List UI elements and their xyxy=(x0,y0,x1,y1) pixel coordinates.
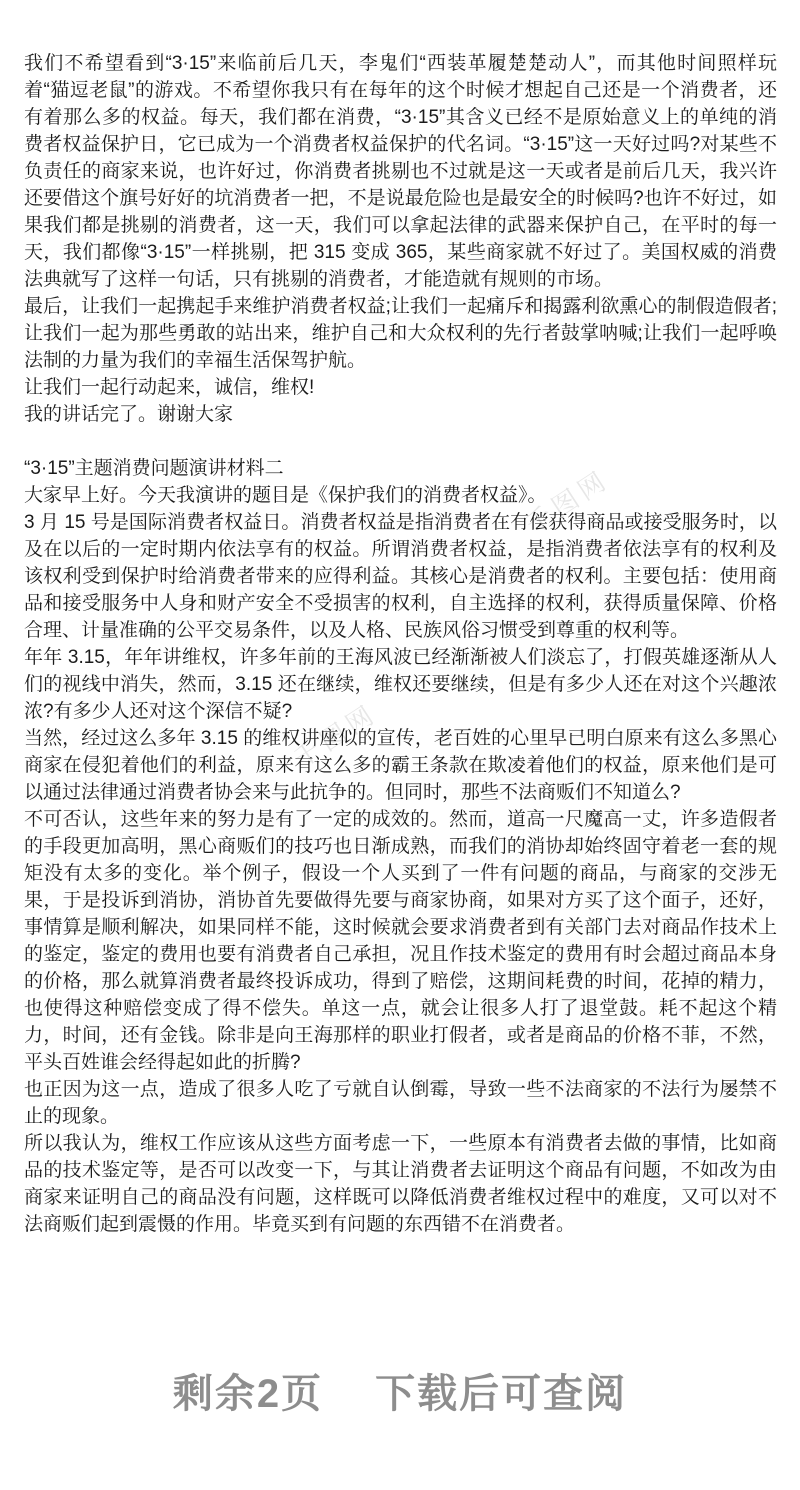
document-body xyxy=(24,50,777,1238)
paragraph-thanks: 我的讲话完了。谢谢大家 xyxy=(24,404,234,425)
remaining-pages-text: 剩余2页 xyxy=(172,1372,324,1416)
paragraph-proposal: 所以我认为，维权工作应该从这些方面考虑一下，一些原本有消费者去做的事情，比如商品的技术鉴定等，是否可以改变一下，与其让消费者去证明这个商品有问题，不如改为由商家来证明自己的商品没有问题，这样既可以降低消费者维权过程中的难度，又可以对不法商贩们起到震慑的作用。毕竟买到有问题的东西错不在消费者。 xyxy=(24,1133,777,1235)
remaining-pages-notice xyxy=(0,1362,800,1419)
paragraph-awareness: 当然，经过这么多年 3.15 的维权讲座似的宣传，老百姓的心里早已明白原来有这么多黑心商家在侵犯着他们的利益，原来有这么多的霸王条款在欺凌着他们的权益，原来他们是可以通过法律通过消费者协会来与此抗争的。但同时，那些不法商贩们不知道么? xyxy=(24,728,777,803)
download-hint-text: 下载后可查阅 xyxy=(375,1372,628,1416)
paragraph-example: 不可否认，这些年来的努力是有了一定的成效的。然而，道高一尺魔高一丈，许多造假者的手段更加高明，黑心商贩们的技巧也日渐成熟，而我们的消协却始终固守着老一套的规矩没有太多的变化。举个例子，假设一个人买到了一件有问题的商品，与商家的交涉无果，于是投诉到消协，消协首先要做得先要与商家协商，如果对方买了这个面子，还好，事情算是顺利解决，如果同样不能，这时候就会要求消费者到有关部门去对商品作技术上的鉴定，鉴定的费用也要有消费者自己承担，况且作技术鉴定的费用有时会超过商品本身的价格，那么就算消费者最终投诉成功，得到了赔偿，这期间耗费的时间，花掉的精力，也使得这种赔偿变成了得不偿失。单这一点，就会让很多人打了退堂鼓。耗不起这个精力，时间，还有金钱。除非是向王海那样的职业打假者，或者是商品的价格不菲，不然，平头百姓谁会经得起如此的折腾? xyxy=(24,809,777,1073)
paragraph-consequence: 也正因为这一点，造成了很多人吃了亏就自认倒霉，导致一些不法商家的不法行为屡禁不止的现象。 xyxy=(24,1079,777,1127)
paragraph-slogan: 让我们一起行动起来，诚信，维权! xyxy=(24,377,315,398)
paragraph-greeting: 大家早上好。今天我演讲的题目是《保护我们的消费者权益》。 xyxy=(24,485,547,506)
paragraph-wanghai: 年年 3.15，年年讲维权，许多年前的王海风波已经渐渐被人们淡忘了，打假英雄逐渐从人们的视线中消失，然而，3.15 还在继续，维权还要继续，但是有多少人还在对这个兴趣浓浓?有多少人还对这个深信不疑? xyxy=(24,647,777,722)
paragraph-closing-1: 我们不希望看到“3·15”来临前后几天，李鬼们“西装革履楚楚动人”，而其他时间照样玩着“猫逗老鼠”的游戏。不希望你我只有在每年的这个时候才想起自己还是一个消费者，还有着那么多的权益。每天，我们都在消费，“3·15”其含义已经不是原始意义上的单纯的消费者权益保护日，它已成为一个消费者权益保护的代名词。“3·15”这一天好过吗?对某些不负责任的商家来说，也许好过，你消费者挑剔也不过就是这一天或者是前后几天，我兴许还要借这个旗号好好的坑消费者一把，不是说最危险也是最安全的时候吗?也许不好过，如果我们都是挑剔的消费者，这一天，我们可以拿起法律的武器来保护自己，在平时的每一天，我们都像“3·15”一样挑剔，把 315 变成 365，某些商家就不好过了。美国权威的消费法典就写了这样一句话，只有挑剔的消费者，才能造就有规则的市场。 xyxy=(24,53,777,290)
paragraph-closing-2: 最后，让我们一起携起手来维护消费者权益;让我们一起痛斥和揭露利欲熏心的制假造假者;让我们一起为那些勇敢的站出来，维护自己和大众权利的先行者鼓掌呐喊;让我们一起呼唤法制的力量为我们的幸福生活保驾护航。 xyxy=(24,296,777,371)
section-heading: “3·15”主题消费问题演讲材料二 xyxy=(24,458,284,479)
paragraph-definition: 3 月 15 号是国际消费者权益日。消费者权益是指消费者在有偿获得商品或接受服务时，以及在以后的一定时期内依法享有的权益。所谓消费者权益，是指消费者依法享有的权利及该权利受到保护时给消费者带来的应得利益。其核心是消费者的权利。主要包括：使用商品和接受服务中人身和财产安全不受损害的权利，自主选择的权利，获得质量保障、价格合理、计量准确的公平交易条件，以及人格、民族风俗习惯受到尊重的权利等。 xyxy=(24,512,777,641)
site-watermark: 千图网 xyxy=(288,697,383,774)
site-watermark: 千图网 xyxy=(520,463,615,540)
